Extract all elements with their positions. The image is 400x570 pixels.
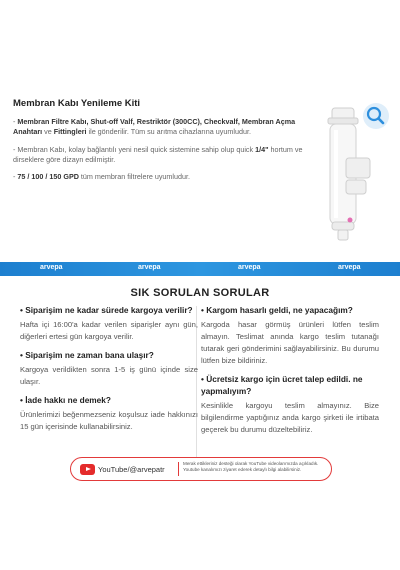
brand-label: arvepa bbox=[138, 264, 161, 271]
brand-band bbox=[0, 262, 400, 276]
brand-label: arvepa bbox=[238, 264, 261, 271]
faq-answer: Kesinlikle kargoyu teslim almayınız. Bize bilgilendirme yaptığınız anda kargo şirketi ile irtibata geçerek bu durumu düzeltebiliriz. bbox=[201, 401, 379, 434]
faq-question: • İade hakkı ne demek? bbox=[20, 395, 111, 405]
faq-answer: Hafta içi 16:00'a kadar verilen siparişler aynı gün, diğerleri ertesi gün kargoya verilir. bbox=[20, 320, 198, 341]
product-section bbox=[0, 0, 400, 262]
youtube-handle[interactable]: YouTube/@arvepatr bbox=[98, 465, 165, 474]
youtube-note: Merak ettikleriniz desteği olarak YouTube videolarımızda açıkladık. Youtube kanalımızı ziyaret ederek detaylı bilgi alabilirsiniz. bbox=[183, 461, 319, 472]
brand-label: arvepa bbox=[40, 264, 63, 271]
faq-answer: Kargoya verildikten sonra 1-5 iş günü içinde size ulaşır. bbox=[20, 365, 198, 386]
faq-left-column bbox=[20, 304, 198, 439]
faq-right-column bbox=[201, 304, 379, 442]
faq-question: • Ücretsiz kargo için ücret talep edildi. ne yapmalıyım? bbox=[201, 374, 363, 396]
faq-title: SIK SORULAN SORULAR bbox=[130, 287, 270, 299]
description-quick: - Membran Kabı, kolay bağlantılı yeni nesil quick sistemine sahip olup quick 1/4" hortum ve dirseklere göre dizayn edilmiştir. bbox=[13, 145, 303, 164]
faq-question: • Kargom hasarlı geldi, ne yapacağım? bbox=[201, 305, 353, 315]
youtube-banner[interactable] bbox=[70, 457, 332, 481]
banner-separator bbox=[178, 462, 179, 476]
product-title: Membran Kabı Yenileme Kiti bbox=[13, 98, 141, 109]
faq-answer: Ürünlerimizi beğenmezseniz koşulsuz iade hakkınızı 15 gün içerisinde kullanabilirsiniz. bbox=[20, 410, 198, 431]
brand-label: arvepa bbox=[338, 264, 361, 271]
youtube-icon bbox=[80, 464, 95, 475]
description-compat: - 75 / 100 / 150 GPD tüm membran filtrelere uyumludur. bbox=[13, 172, 190, 181]
description-parts: - Membran Filtre Kabı, Shut-off Valf, Restriktör (300CC), Checkvalf, Membran Açma Anahtarı ve Fittingleri ile gönderilir. Tüm su arıtma cihazlarına uyumludur. bbox=[13, 117, 296, 136]
faq-question: • Siparişim ne kadar sürede kargoya verilir? bbox=[20, 305, 193, 315]
search-icon bbox=[362, 102, 390, 130]
faq-question: • Siparişim ne zaman bana ulaşır? bbox=[20, 350, 154, 360]
faq-answer: Kargoda hasar görmüş ürünleri lütfen teslim almayın. Teslimat anında kargo teslim tutanağı tutarak geri gönderimini sağlayabilirsiniz. Bu durumu lütfen bize bildiriniz. bbox=[201, 320, 379, 365]
